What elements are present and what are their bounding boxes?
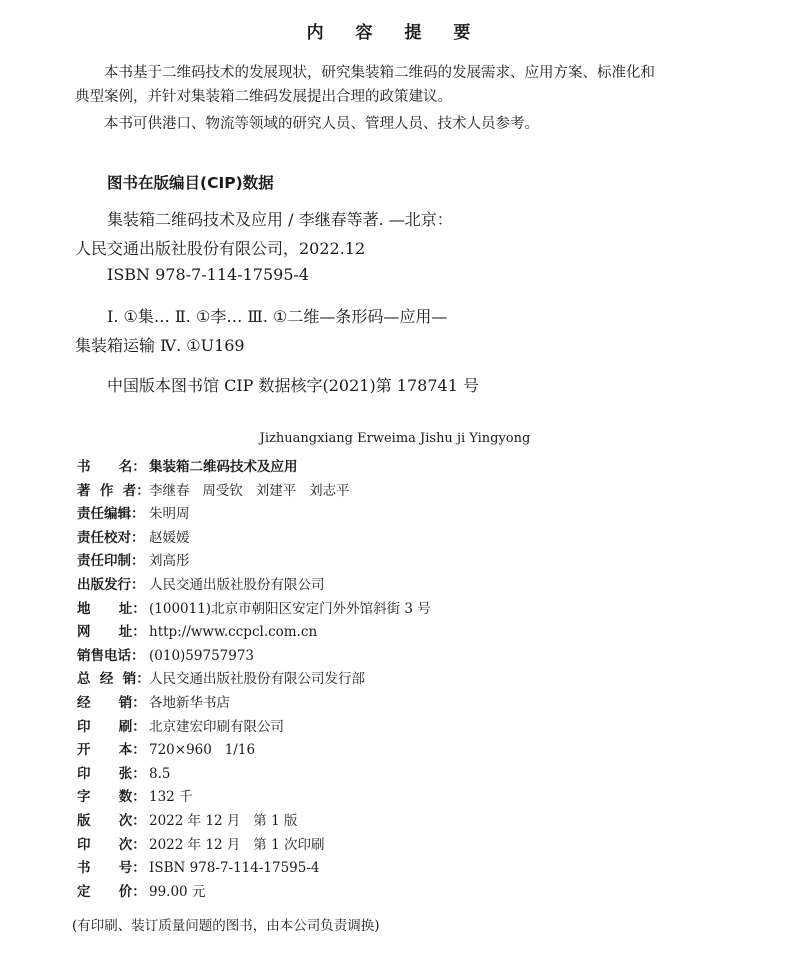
cip-line-3: ISBN 978-7-114-17595-4: [107, 265, 310, 284]
info-value: 8.5: [149, 765, 171, 782]
cip-line-4: Ⅰ. ①集… Ⅱ. ①李… Ⅲ. ①二维—条形码—应用—: [107, 307, 448, 326]
info-row: [77, 480, 350, 502]
info-row: [77, 621, 317, 643]
info-value: 刘高彤: [149, 553, 190, 570]
info-row: [77, 763, 170, 785]
cip-line-5: 集装箱运输 Ⅳ. ①U169: [75, 336, 245, 355]
info-value: ISBN 978-7-114-17595-4: [149, 860, 320, 877]
pinyin-title: Jizhuangxiang Erweima Jishu ji Yingyong: [259, 431, 531, 446]
info-label: 书 号：: [77, 860, 146, 877]
info-label: 书 名：: [77, 459, 146, 475]
info-row: [77, 834, 324, 856]
info-value: 朱明周: [149, 506, 190, 523]
info-label: 定 价：: [77, 883, 146, 900]
info-row: [77, 645, 254, 667]
info-value: (100011)北京市朝阳区安定门外外馆斜街 3 号: [149, 600, 431, 617]
info-value: (010)59757973: [149, 647, 255, 664]
info-label: 责任校对：: [77, 529, 145, 546]
info-row: [77, 527, 190, 549]
info-row: [77, 668, 365, 690]
summary-paragraph-2: 本书可供港口、物流等领域的研究人员、管理人员、技术人员参考。: [104, 116, 539, 132]
info-label: 开 本：: [77, 742, 146, 759]
cip-line-1: 集装箱二维码技术及应用 / 李继春等著. —北京：: [107, 210, 453, 229]
info-label: 印 张：: [77, 765, 146, 782]
info-label: 版 次：: [77, 813, 146, 829]
info-value[interactable]: http://www.ccpcl.com.cn: [149, 624, 318, 641]
info-value: 人民交通出版社股份有限公司发行部: [149, 671, 365, 688]
info-label: 印 次：: [77, 836, 146, 853]
info-value: 132 千: [149, 789, 193, 806]
info-label: 印 刷：: [77, 718, 146, 735]
info-value: 2022 年 12 月 第 1 版: [149, 813, 298, 829]
summary-title: 内 容 提 要: [306, 23, 484, 43]
info-label: 出版发行：: [77, 577, 145, 593]
info-row: [77, 574, 325, 596]
info-row: [77, 503, 190, 525]
summary-paragraph-1-line-1: 本书基于二维码技术的发展现状，研究集装箱二维码的发展需求、应用方案、标准化和: [104, 65, 655, 81]
info-row: [77, 550, 190, 572]
info-value: 各地新华书店: [149, 695, 230, 711]
info-row: [77, 810, 297, 832]
info-value: 2022 年 12 月 第 1 次印刷: [149, 836, 325, 853]
cip-line-2: 人民交通出版社股份有限公司，2022.12: [75, 239, 366, 258]
info-value: 99.00 元: [149, 883, 206, 900]
info-label: 字 数：: [77, 789, 146, 806]
info-row: [77, 739, 255, 761]
info-row: [77, 692, 230, 714]
cip-line-6: 中国版本图书馆 CIP 数据核字(2021)第 178741 号: [107, 376, 479, 395]
summary-paragraph-1-line-2: 典型案例，并针对集装箱二维码发展提出合理的政策建议。: [75, 89, 452, 105]
info-label: 总 经 销：: [77, 671, 150, 688]
info-row: [77, 857, 320, 879]
cip-heading: 图书在版编目(CIP)数据: [107, 174, 274, 192]
info-value: 集装箱二维码技术及应用: [149, 459, 298, 475]
info-row: [77, 456, 298, 478]
info-value: 北京建宏印刷有限公司: [149, 718, 284, 735]
info-row: [77, 716, 284, 738]
info-label: 著 作 者：: [77, 482, 150, 499]
info-value: 赵媛媛: [149, 529, 190, 546]
info-label: 经 销：: [77, 695, 146, 711]
info-value: 720×960 1/16: [149, 742, 256, 759]
info-label: 责任编辑：: [77, 506, 145, 523]
info-row: [77, 598, 431, 620]
info-value: 人民交通出版社股份有限公司: [149, 577, 325, 593]
info-label: 地 址：: [77, 600, 146, 617]
info-value: 李继春 周受钦 刘建平 刘志平: [149, 482, 350, 499]
quality-note: (有印刷、装订质量问题的图书，由本公司负责调换): [72, 918, 380, 934]
info-label: 销售电话：: [77, 647, 145, 664]
info-label: 网 址：: [77, 624, 146, 641]
info-label: 责任印制：: [77, 553, 145, 570]
info-row: [77, 786, 193, 808]
info-row: [77, 881, 205, 903]
